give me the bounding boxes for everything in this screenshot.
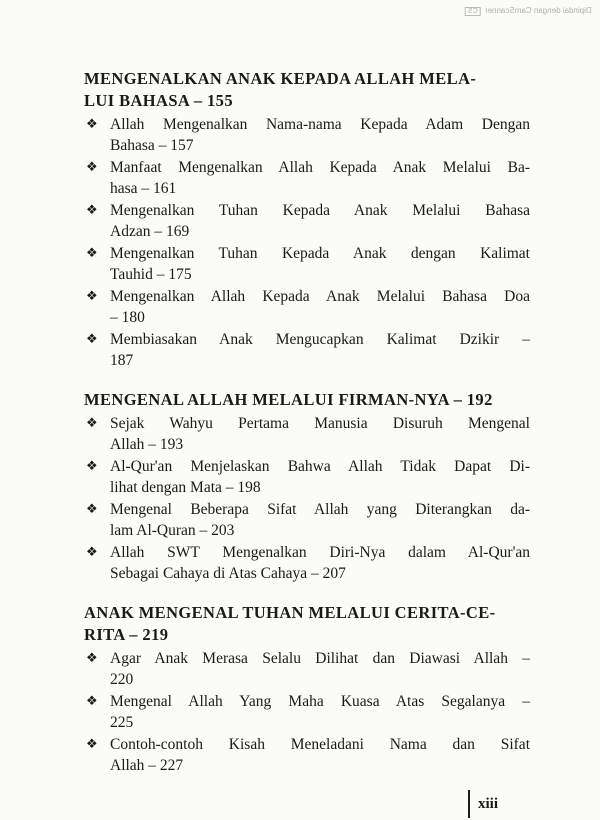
toc-entry-line: Allah Mengenalkan Nama-nama Kepada Adam Dengan — [110, 116, 530, 133]
toc-entry-line: Sebagai Cahaya di Atas Cahaya – 207 — [110, 565, 346, 582]
toc-entry — [84, 157, 530, 199]
toc-entry-list — [84, 413, 530, 584]
toc-entry-list — [84, 114, 530, 371]
toc-entry-line: Adzan – 169 — [110, 223, 190, 240]
diamond-bullet-icon: ❖ — [86, 246, 98, 261]
toc-entry-line: Membiasakan Anak Mengucapkan Kalimat Dzikir – — [110, 331, 530, 348]
toc-entry-line: 220 — [110, 671, 134, 688]
toc-entry — [84, 413, 530, 455]
diamond-bullet-icon: ❖ — [86, 332, 98, 347]
toc-entry-line: Allah – 227 — [110, 757, 184, 774]
toc-entry-line: Agar Anak Merasa Selalu Dilihat dan Diawasi Allah – — [110, 650, 530, 667]
toc-entry — [84, 456, 530, 498]
diamond-bullet-icon: ❖ — [86, 160, 98, 175]
diamond-bullet-icon: ❖ — [86, 502, 98, 517]
toc-entry-line: Sejak Wahyu Pertama Manusia Disuruh Mengenal — [110, 415, 530, 432]
toc-entry — [84, 691, 530, 733]
toc-entry-line: Tauhid – 175 — [110, 266, 192, 283]
toc-entry — [84, 542, 530, 584]
diamond-bullet-icon: ❖ — [86, 459, 98, 474]
section-heading — [84, 389, 530, 411]
toc-entry-line: Contoh-contoh Kisah Meneladani Nama dan Sifat — [110, 736, 530, 753]
toc-entry-line: Allah – 193 — [110, 436, 184, 453]
toc-section — [84, 602, 530, 776]
toc-entry-line: Mengenalkan Tuhan Kepada Anak dengan Kalimat — [110, 245, 530, 262]
toc-entry-line: Bahasa – 157 — [110, 137, 194, 154]
watermark-text: Dipindai dengan CamScanner — [485, 6, 592, 15]
toc-entry-list — [84, 648, 530, 776]
toc-entry-line: Al-Qur'an Menjelaskan Bahwa Allah Tidak Dapat Di- — [110, 458, 530, 475]
section-heading — [84, 602, 530, 646]
section-heading — [84, 68, 530, 112]
toc-entry — [84, 286, 530, 328]
diamond-bullet-icon: ❖ — [86, 416, 98, 431]
toc-entry — [84, 200, 530, 242]
toc-entry-line: 187 — [110, 352, 134, 369]
toc-entry-line: Mengenalkan Allah Kepada Anak Melalui Bahasa Doa — [110, 288, 530, 305]
toc-entry — [84, 329, 530, 371]
toc-entry — [84, 499, 530, 541]
scanner-watermark — [465, 6, 592, 16]
toc-entry-line: 225 — [110, 714, 134, 731]
diamond-bullet-icon: ❖ — [86, 289, 98, 304]
toc-entry-line: hasa – 161 — [110, 180, 177, 197]
page-number-rule — [468, 790, 470, 818]
diamond-bullet-icon: ❖ — [86, 651, 98, 666]
page-number — [478, 796, 498, 813]
toc-section — [84, 68, 530, 371]
toc-entry-line: lam Al-Quran – 203 — [110, 522, 235, 539]
toc-entry — [84, 243, 530, 285]
toc-entry — [84, 114, 530, 156]
toc-entry — [84, 648, 530, 690]
table-of-contents — [84, 68, 530, 794]
section-heading-line: MENGENAL ALLAH MELALUI FIRMAN-NYA – 192 — [84, 390, 493, 409]
toc-entry — [84, 734, 530, 776]
toc-entry-line: Mengenal Allah Yang Maha Kuasa Atas Segalanya – — [110, 693, 530, 710]
toc-section — [84, 389, 530, 584]
diamond-bullet-icon: ❖ — [86, 545, 98, 560]
toc-entry-line: Manfaat Mengenalkan Allah Kepada Anak Melalui Ba- — [110, 159, 530, 176]
toc-entry-line: Mengenalkan Tuhan Kepada Anak Melalui Bahasa — [110, 202, 530, 219]
toc-entry-line: Mengenal Beberapa Sifat Allah yang Diterangkan da- — [110, 501, 530, 518]
page-number-text: xiii — [478, 796, 499, 812]
watermark-badge: CS — [465, 7, 481, 16]
diamond-bullet-icon: ❖ — [86, 117, 98, 132]
section-heading-line: RITA – 219 — [84, 625, 169, 644]
toc-entry-line: Allah SWT Mengenalkan Diri-Nya dalam Al-Qur'an — [110, 544, 530, 561]
toc-entry-line: lihat dengan Mata – 198 — [110, 479, 261, 496]
section-heading-line: ANAK MENGENAL TUHAN MELALUI CERITA-CE- — [84, 603, 496, 622]
toc-entry-line: – 180 — [110, 309, 145, 326]
diamond-bullet-icon: ❖ — [86, 694, 98, 709]
diamond-bullet-icon: ❖ — [86, 737, 98, 752]
diamond-bullet-icon: ❖ — [86, 203, 98, 218]
section-heading-line: LUI BAHASA – 155 — [84, 91, 233, 110]
section-heading-line: MENGENALKAN ANAK KEPADA ALLAH MELA- — [84, 69, 477, 88]
